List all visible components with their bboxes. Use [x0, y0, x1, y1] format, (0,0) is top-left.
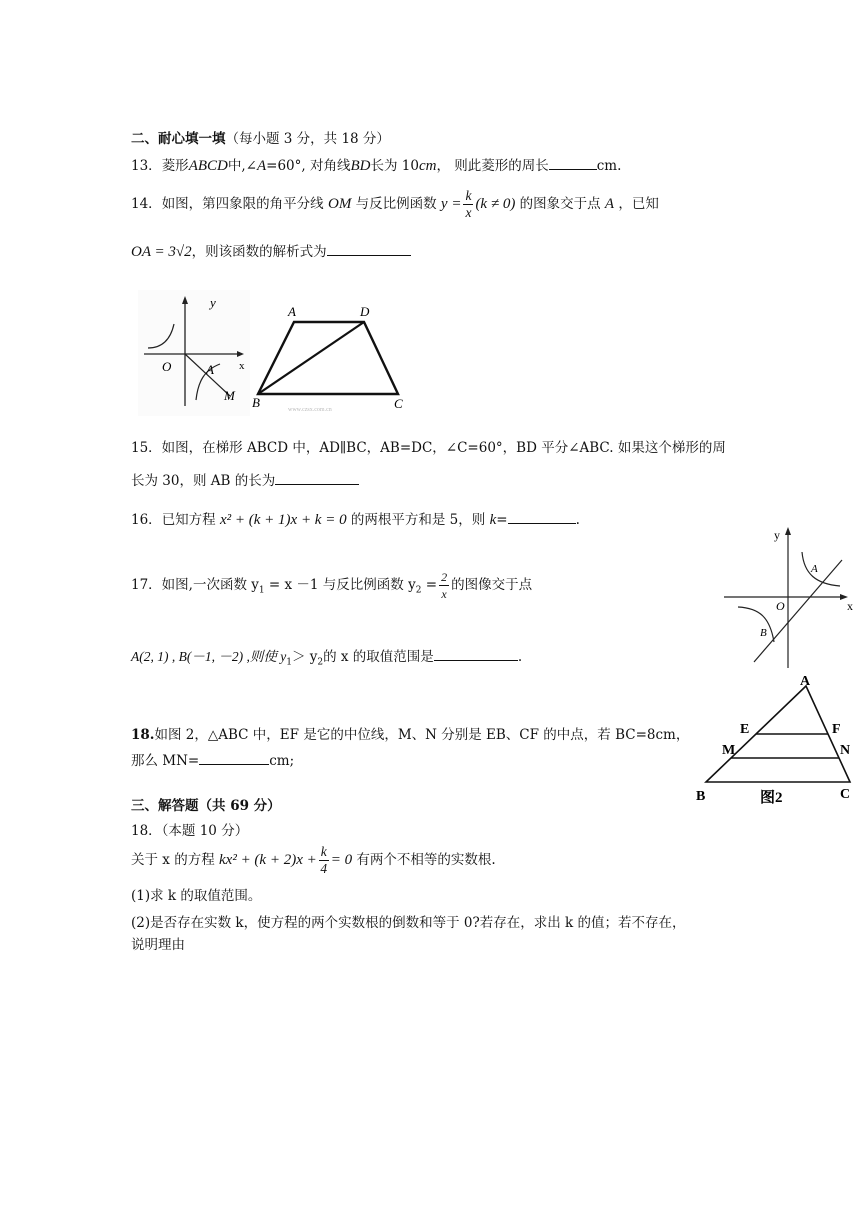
q13-angle-a: A [256, 158, 267, 174]
fig15-watermark: www.czsx.com.cn [288, 407, 332, 413]
q14-oa-equation: OA = 3√2 [131, 244, 192, 260]
figure-15-trapezoid [250, 300, 420, 414]
q14-func: y = [440, 196, 462, 212]
fig14-label-y: y [210, 295, 216, 310]
problem-18-part2: (2)是否存在实数 k，使方程的两个实数根的倒数和等于 0?若存在，求出 k 的值；若不存在， [131, 915, 686, 931]
q17-text: 17．如图,一次函数 y [131, 577, 259, 593]
question-15-line1: 15．如图，在梯形 ABCD 中，AD∥BC，AB=DC，∠C=60°，BD 平分∠ABC. 如果这个梯形的周 [131, 440, 726, 456]
q16-k: k [489, 512, 497, 528]
q13-text: 菱形 [161, 158, 189, 174]
fig18-caption: 图2 [760, 790, 783, 806]
p18-text: 关于 x 的方程 [131, 852, 215, 868]
p18-frac-num: k [320, 844, 327, 859]
line-y1 [754, 560, 842, 662]
q14-frac-den: x [465, 205, 472, 220]
q15-answer-blank[interactable] [275, 472, 359, 485]
q16-end: . [575, 512, 580, 528]
fig18-label-a: A [800, 674, 811, 689]
question-14-line2 [131, 243, 411, 261]
section2-title: 二、耐心填一填 [131, 131, 226, 147]
fig15-label-d: D [360, 304, 370, 319]
q14-number: 14． [131, 196, 162, 212]
question-13 [131, 157, 621, 175]
fig18-label-c: C [840, 787, 851, 802]
p18-fraction [319, 844, 329, 877]
problem-18-statement [131, 842, 496, 878]
q16-number: 16． [131, 512, 162, 528]
q17-sub: 2 [317, 657, 324, 668]
p18-equation: = 0 [330, 852, 353, 868]
q17-sub: 2 [415, 585, 422, 596]
section2-note: （每小题 3 分，共 18 分） [225, 131, 390, 147]
q17-end: . [517, 649, 523, 665]
q16-text: 的两根平方和是 5，则 [350, 512, 486, 528]
diagonal-bd [258, 322, 364, 394]
fig15-label-b: B [252, 395, 260, 410]
fig17-label-b: B [760, 627, 767, 639]
fig15-label-c: C [394, 396, 403, 411]
trapezoid-abcd [258, 322, 398, 394]
q13-text: =60°, 对角线 [266, 158, 351, 174]
question-16 [131, 511, 580, 529]
figure-17-graph [720, 522, 860, 670]
q14-text: 的图象交于点 [519, 196, 601, 212]
q17-frac-den: x [441, 587, 447, 601]
q13-answer-blank[interactable] [549, 157, 597, 170]
p18-equation: kx² + (k + 2)x + [219, 852, 317, 868]
fig18-label-f: F [832, 722, 841, 737]
fig18-label-e: E [740, 722, 750, 737]
q18-answer-blank[interactable] [199, 752, 269, 765]
q14-text: ，则该函数的解析式为 [191, 244, 327, 260]
p18-frac-den: 4 [320, 861, 328, 876]
question-17-line2 [131, 648, 522, 672]
fig18-label-b: B [696, 789, 706, 804]
q14-fraction [463, 188, 473, 221]
figure-18-triangle [692, 672, 860, 806]
q16-text: 已知方程 [161, 512, 216, 528]
fig17-label-x: x [847, 599, 853, 613]
q17-text: ＞ y [291, 649, 318, 665]
q13-text: ， 则此菱形的周长 [436, 158, 549, 174]
q18-text: cm; [269, 753, 295, 769]
q16-answer-blank[interactable] [508, 511, 576, 524]
fig17-label-a: A [811, 563, 818, 575]
p18-text: 有两个不相等的实数根. [356, 852, 496, 868]
q17-answer-blank[interactable] [434, 648, 518, 661]
fig18-label-n: N [840, 743, 851, 758]
question-17-line1 [131, 568, 532, 608]
q18-text: 如图 2，△ABC 中，EF 是它的中位线，M、N 分别是 EB、CF 的中点，若 BC=8cm， [154, 727, 690, 743]
problem-18-part2b: 说明理由 [131, 937, 185, 953]
hyperbola-branch-q3 [738, 607, 774, 642]
q15-text: 长为 30，则 AB 的长为 [131, 473, 276, 489]
section3-title: 三、解答题（共 69 分） [131, 798, 281, 814]
fig14-label-o: O [162, 359, 172, 374]
q17-sub: 1 [258, 585, 265, 596]
q13-text: 长为 10 [370, 158, 419, 174]
q14-frac-num: k [465, 188, 472, 203]
fig15-label-a: A [288, 304, 296, 319]
q14-text: 与反比例函数 [355, 196, 437, 212]
q13-unit: cm [418, 158, 437, 174]
q13-abcd: ABCD [188, 158, 228, 174]
q17-text: = [421, 577, 438, 593]
q14-text: 如图，第四象限的角平分线 [161, 196, 324, 212]
q13-end: . [617, 158, 622, 174]
q17-frac-num: 2 [441, 570, 448, 584]
q17-text: = x －1 与反比例函数 y [264, 577, 416, 593]
fig17-label-o: O [776, 599, 785, 613]
q17-text: 的 x 的取值范围是 [323, 649, 434, 665]
q17-sub: 1 [286, 657, 292, 668]
q13-bd: BD [350, 158, 371, 174]
fig14-label-m: M [224, 388, 235, 403]
q18-number: 18. [131, 727, 155, 743]
fig14-label-x: x [239, 360, 245, 372]
problem-18-header: 18．（本题 10 分） [131, 823, 249, 839]
problem-18-part1: (1)求 k 的取值范围。 [131, 888, 262, 904]
question-15-line2 [131, 472, 359, 490]
q17-fraction [439, 569, 449, 602]
q17-text: 的图像交于点 [451, 577, 533, 593]
figure-14-graph [138, 290, 250, 416]
q18-text: 那么 MN= [131, 753, 200, 769]
q16-eq: = [496, 512, 508, 528]
q14-answer-blank[interactable] [327, 243, 411, 256]
q14-om: OM [327, 196, 352, 212]
question-14-line1 [131, 187, 659, 221]
fig14-label-a: A [206, 362, 214, 377]
q14-condition: (k ≠ 0) [475, 196, 516, 212]
q13-text: 中,∠ [227, 158, 257, 174]
fig17-label-y: y [774, 528, 780, 542]
q17-text: A(2, 1) , B(－1, －2) ,则使 y [131, 649, 287, 664]
q13-unit: cm [596, 158, 618, 174]
q14-point: A [604, 196, 615, 212]
question-18-line1 [131, 726, 689, 744]
fig18-label-m: M [722, 743, 736, 758]
q13-number: 13． [131, 158, 162, 174]
q14-text: ，已知 [618, 196, 659, 212]
question-18-line2 [131, 752, 294, 770]
q16-equation: x² + (k + 1)x + k = 0 [219, 512, 347, 528]
section2-heading [131, 130, 390, 148]
y-arrow-icon [785, 527, 791, 535]
